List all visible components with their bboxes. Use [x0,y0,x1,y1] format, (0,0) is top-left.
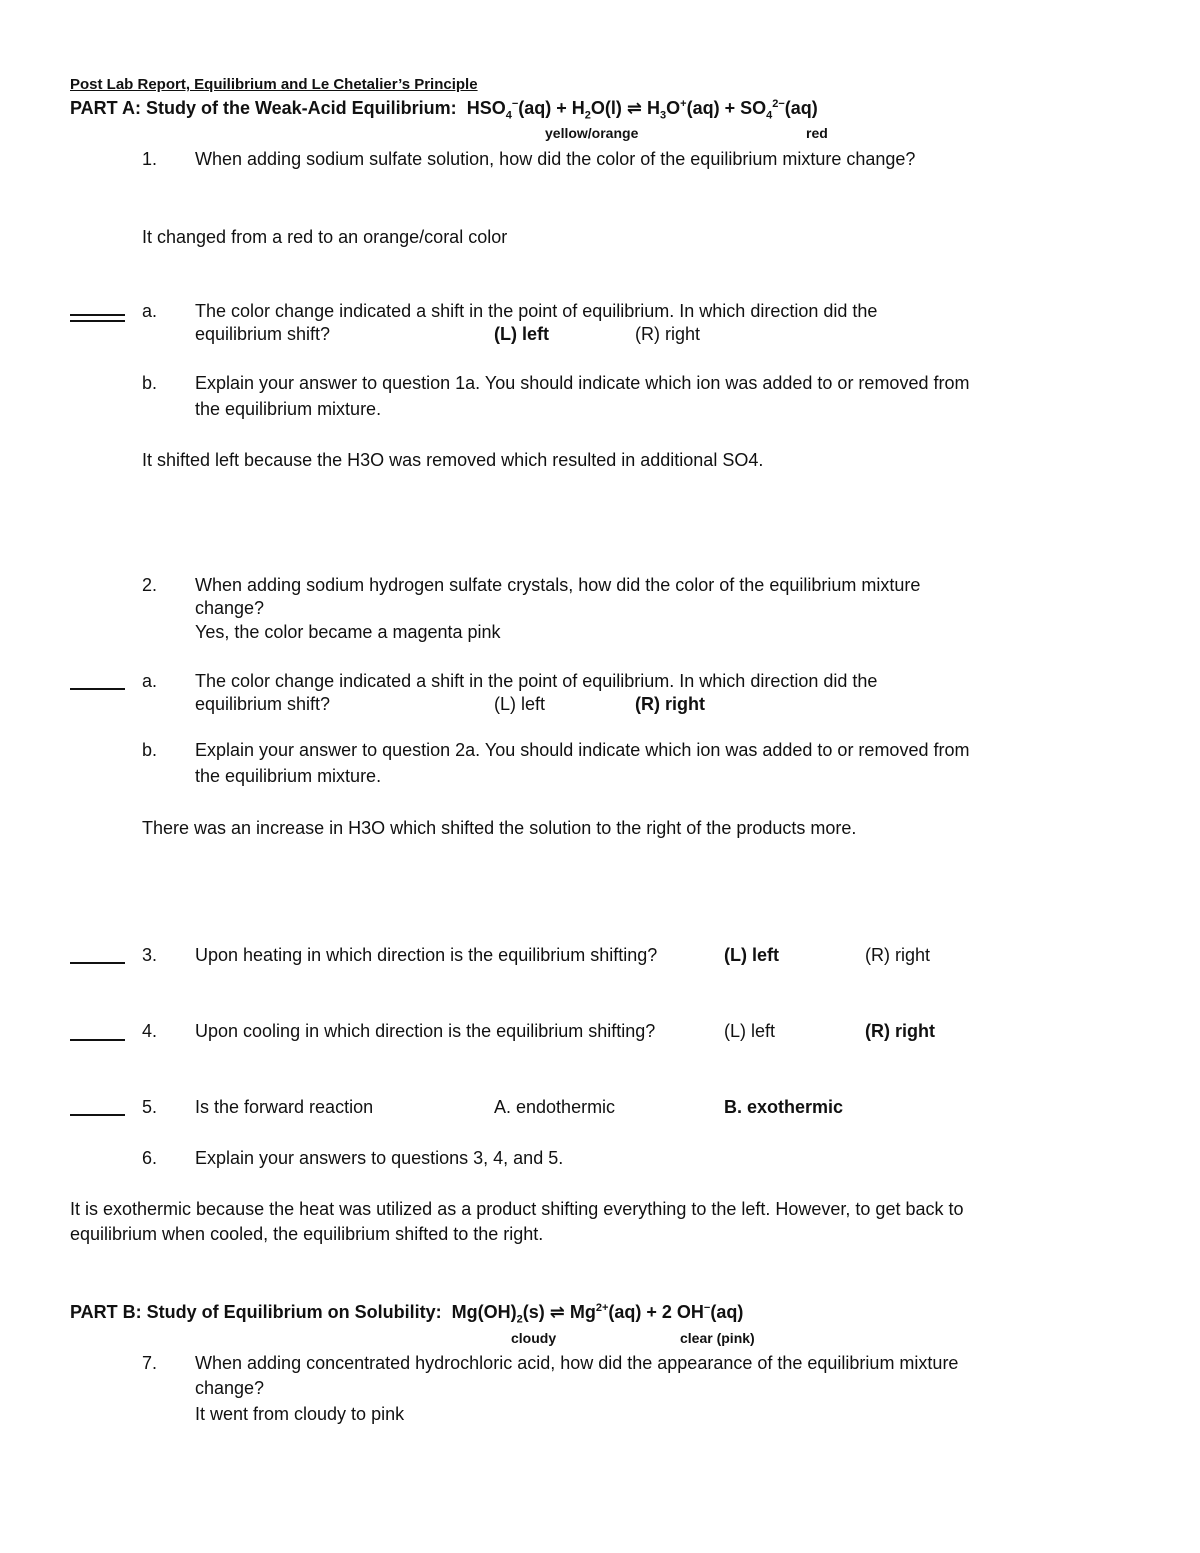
q3-option-right: (R) right [865,945,931,965]
q7-answer: It went from cloudy to pink [195,1404,405,1424]
q1-number: 1. [142,149,158,169]
q1a-letter: a. [142,301,158,321]
q5-text: Is the forward reaction [195,1097,374,1117]
q2-answer: Yes, the color became a magenta pink [195,622,501,642]
q1b-text-line2: the equilibrium mixture. [195,399,382,419]
q2a-text-line2: equilibrium shift? [195,694,331,714]
page-title: Post Lab Report, Equilibrium and Le Chetalier’s Principle [70,76,478,93]
q1a-option-left: (L) left [494,324,549,344]
q5-number: 5. [142,1097,158,1117]
q2a-text-line1: The color change indicated a shift in the point of equilibrium. In which direction did the [195,671,878,691]
part-b-heading-text: PART B: Study of Equilibrium on Solubility: [70,1302,442,1322]
q4-number: 4. [142,1021,158,1041]
q5-option-a: A. endothermic [494,1097,616,1117]
q2a-answer-blank[interactable] [70,688,125,690]
q6-number: 6. [142,1148,158,1168]
q4-answer-blank[interactable] [70,1039,125,1041]
q3-number: 3. [142,945,158,965]
q3-text: Upon heating in which direction is the equilibrium shifting? [195,945,658,965]
q2b-text-line2: the equilibrium mixture. [195,766,382,786]
q1a-answer-blank[interactable] [70,314,125,322]
part-b-heading [70,1302,743,1327]
q2-number: 2. [142,575,158,595]
part-a-product-color: red [806,125,828,141]
q2b-text-line1: Explain your answer to question 2a. You should indicate which ion was added to or removed from [195,740,970,760]
q3-answer-blank[interactable] [70,962,125,964]
q7-number: 7. [142,1353,158,1373]
q2-text-line1: When adding sodium hydrogen sulfate crystals, how did the color of the equilibrium mixture [195,575,921,595]
q1b-answer: It shifted left because the H3O was removed which resulted in additional SO4. [142,450,764,470]
q2-text-line2: change? [195,598,265,618]
q2a-option-right: (R) right [635,694,705,714]
q1b-text-line1: Explain your answer to question 1a. You should indicate which ion was added to or removed from [195,373,970,393]
q1a-text-line1: The color change indicated a shift in the point of equilibrium. In which direction did the [195,301,878,321]
q1-answer: It changed from a red to an orange/coral color [142,227,508,247]
part-b-reactant-appearance: cloudy [511,1330,557,1346]
part-b-product-appearance: clear (pink) [680,1330,755,1346]
q7-text-line1: When adding concentrated hydrochloric acid, how did the appearance of the equilibrium mixture [195,1353,959,1373]
part-a-heading [70,98,818,123]
q5-answer-blank[interactable] [70,1114,125,1116]
q2b-letter: b. [142,740,158,760]
part-b-equation: $Mg(OH)_2(s)$ ⇌ $Mg^{2+}(aq) + 2$ OH−(aq) [451,1302,744,1326]
q2a-option-left: (L) left [494,694,546,714]
q5-option-b: B. exothermic [724,1097,844,1117]
q1-text: When adding sodium sulfate solution, how did the color of the equilibrium mixture change? [195,149,916,169]
part-a-heading-text: PART A: Study of the Weak-Acid Equilibrium: [70,98,457,118]
q3-option-left: (L) left [724,945,779,965]
q4-option-left: (L) left [724,1021,776,1041]
q7-text-line2: change? [195,1378,265,1398]
q1b-letter: b. [142,373,158,393]
q2b-answer: There was an increase in H3O which shifted the solution to the right of the products more. [142,818,857,838]
part-a-reactant-color: yellow/orange [545,125,639,141]
q4-text: Upon cooling in which direction is the equilibrium shifting? [195,1021,656,1041]
q6-answer-line1: It is exothermic because the heat was utilized as a product shifting everything to the left. However, to get back to [70,1199,964,1219]
q6-text: Explain your answers to questions 3, 4, and 5. [195,1148,564,1168]
q4-option-right: (R) right [865,1021,935,1041]
q6-answer-line2: equilibrium when cooled, the equilibrium shifted to the right. [70,1224,544,1244]
q1a-text-line2: equilibrium shift? [195,324,331,344]
q1a-option-right: (R) right [635,324,701,344]
part-a-equation: $HSO_4^-(aq) + H_2O(l)$ ⇌ $H_3O^+(aq) + SO_4^{2-}(aq)$ [466,98,818,122]
q2a-letter: a. [142,671,158,691]
